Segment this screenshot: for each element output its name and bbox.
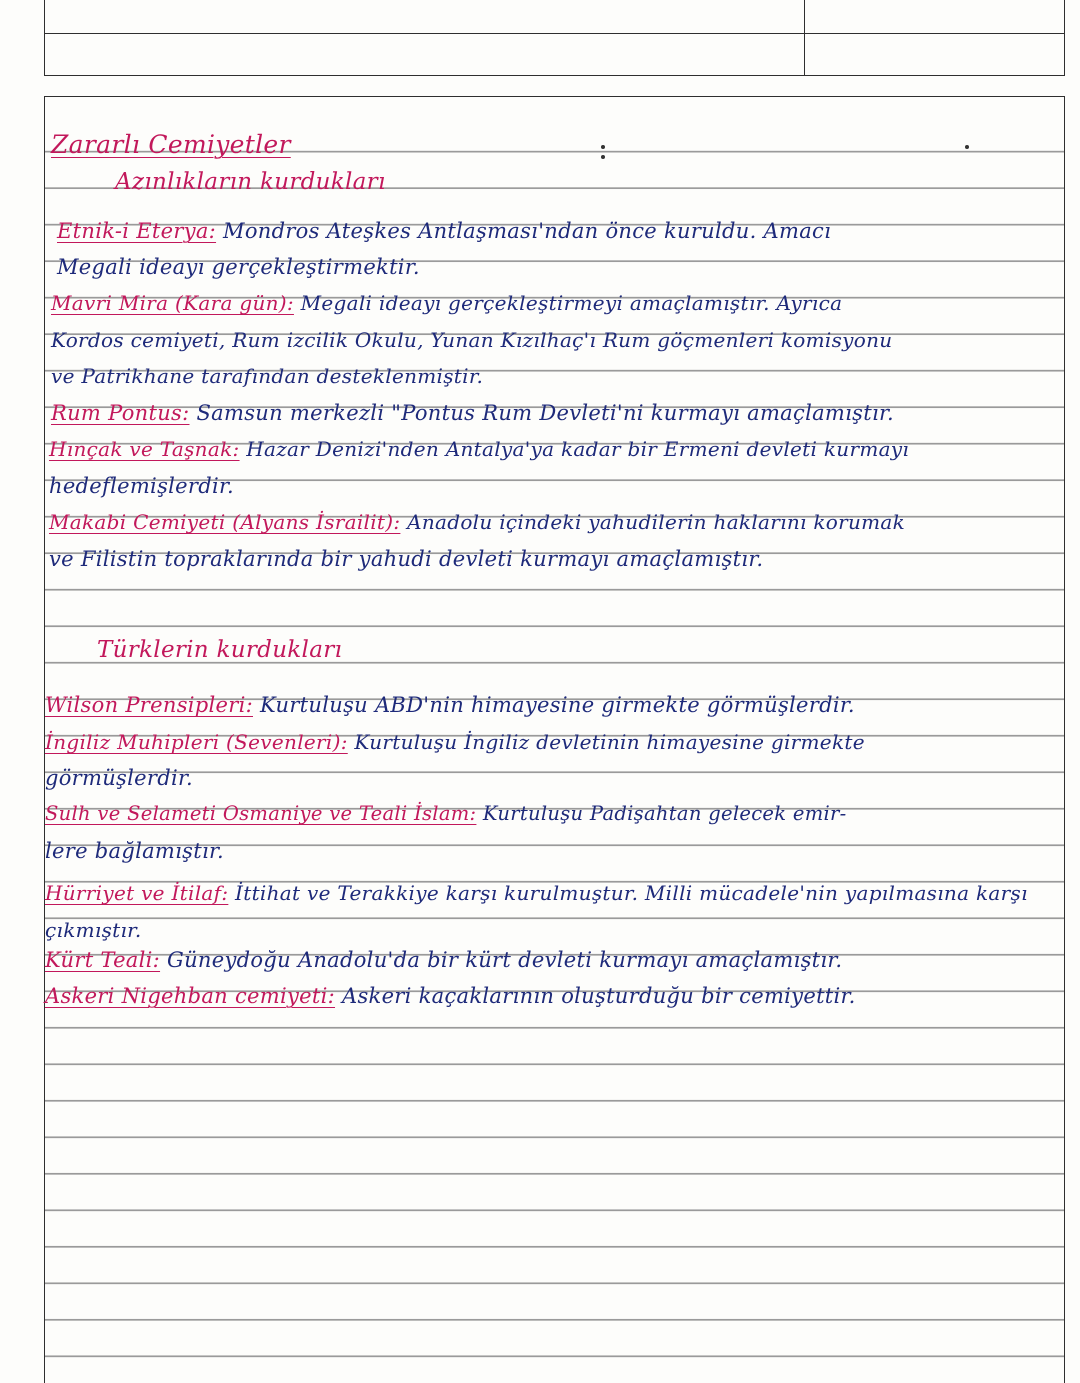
- entry-text-line: ve Patrikhane tarafından desteklenmiştir.: [51, 364, 484, 388]
- section-heading-turks: Türklerin kurdukları: [97, 637, 343, 663]
- entry-text: Samsun merkezli "Pontus Rum Devleti'ni kurmayı amaçlamıştır.: [196, 401, 894, 425]
- entry-text-line: lere bağlamıştır.: [45, 839, 224, 863]
- entry-text: Anadolu içindeki yahudilerin haklarını korumak: [407, 510, 906, 534]
- entry-etnik-i-eterya: [57, 219, 831, 243]
- entry-askeri-nigehban: [45, 984, 856, 1008]
- entry-text-line: görmüşlerdir.: [45, 766, 193, 790]
- entry-kurt-teali: [45, 948, 842, 972]
- entry-term: Wilson Prensipleri:: [45, 693, 253, 717]
- entry-term: Hürriyet ve İtilaf:: [45, 881, 229, 905]
- ink-dot: [601, 145, 605, 149]
- entry-text: Mondros Ateşkes Antlaşması'ndan önce kuruldu. Amacı: [223, 219, 832, 243]
- entry-term: Rum Pontus:: [51, 401, 190, 425]
- entry-text-line: Megali ideayı gerçekleştirmektir.: [57, 255, 420, 279]
- entry-text-line: ve Filistin topraklarında bir yahudi devleti kurmayı amaçlamıştır.: [49, 547, 764, 571]
- header-table-row-divider: [45, 33, 1064, 34]
- entry-text: Kurtuluşu Padişahtan gelecek emir-: [482, 802, 847, 825]
- entry-term: Makabi Cemiyeti (Alyans İsrailit):: [49, 510, 401, 534]
- entry-text: Hazar Denizi'nden Antalya'ya kadar bir Ermeni devleti kurmayı: [246, 437, 910, 461]
- notebook-page: [44, 96, 1065, 1383]
- entry-rum-pontus: [51, 401, 894, 425]
- section-heading-minorities: Azınlıkların kurdukları: [115, 169, 386, 195]
- entry-text-line: Kordos cemiyeti, Rum izcilik Okulu, Yunan Kızılhaç'ı Rum göçmenleri komisyonu: [51, 328, 893, 352]
- entry-text: Güneydoğu Anadolu'da bir kürt devleti kurmayı amaçlamıştır.: [167, 948, 843, 972]
- entry-text: Kurtuluşu İngiliz devletinin himayesine girmekte: [354, 730, 865, 754]
- entry-ingiliz-muhipleri: [45, 730, 865, 754]
- page-title: Zararlı Cemiyetler: [51, 130, 291, 159]
- ink-dot: [601, 155, 605, 159]
- entry-hurriyet-ve-itilaf: [45, 875, 1055, 949]
- entry-sulh-ve-selameti: [45, 802, 847, 825]
- entry-term: Mavri Mira (Kara gün):: [51, 291, 294, 315]
- entry-term: Kürt Teali:: [45, 948, 161, 972]
- entry-text: Megali ideayı gerçekleştirmeyi amaçlamıştır. Ayrıca: [300, 291, 843, 315]
- entry-term: Hınçak ve Taşnak:: [49, 437, 240, 461]
- entry-wilson-prensipleri: [45, 693, 855, 717]
- entry-hincak-ve-tasnak: [49, 437, 909, 461]
- entry-text-line: hedeflemişlerdir.: [49, 474, 234, 498]
- header-table-column-divider: [804, 0, 805, 75]
- entry-mavri-mira: [51, 291, 842, 315]
- entry-text: Askeri kaçaklarının oluşturduğu bir cemiyettir.: [342, 984, 856, 1008]
- entry-makabi-cemiyeti: [49, 510, 905, 534]
- entry-term: Sulh ve Selameti Osmaniye ve Teali İslam:: [45, 802, 477, 825]
- entry-term: Etnik-i Eterya:: [57, 219, 217, 243]
- ink-dot: [965, 145, 969, 149]
- entry-text: İttihat ve Terakkiye karşı kurulmuştur. Milli mücadele'nin yapılmasına karşı çıkmıştır.: [45, 881, 1028, 942]
- entry-term: İngiliz Muhipleri (Sevenleri):: [45, 730, 348, 754]
- entry-term: Askeri Nigehban cemiyeti:: [45, 984, 336, 1008]
- entry-text: Kurtuluşu ABD'nin himayesine girmekte görmüşlerdir.: [259, 693, 855, 717]
- header-table: [44, 0, 1065, 76]
